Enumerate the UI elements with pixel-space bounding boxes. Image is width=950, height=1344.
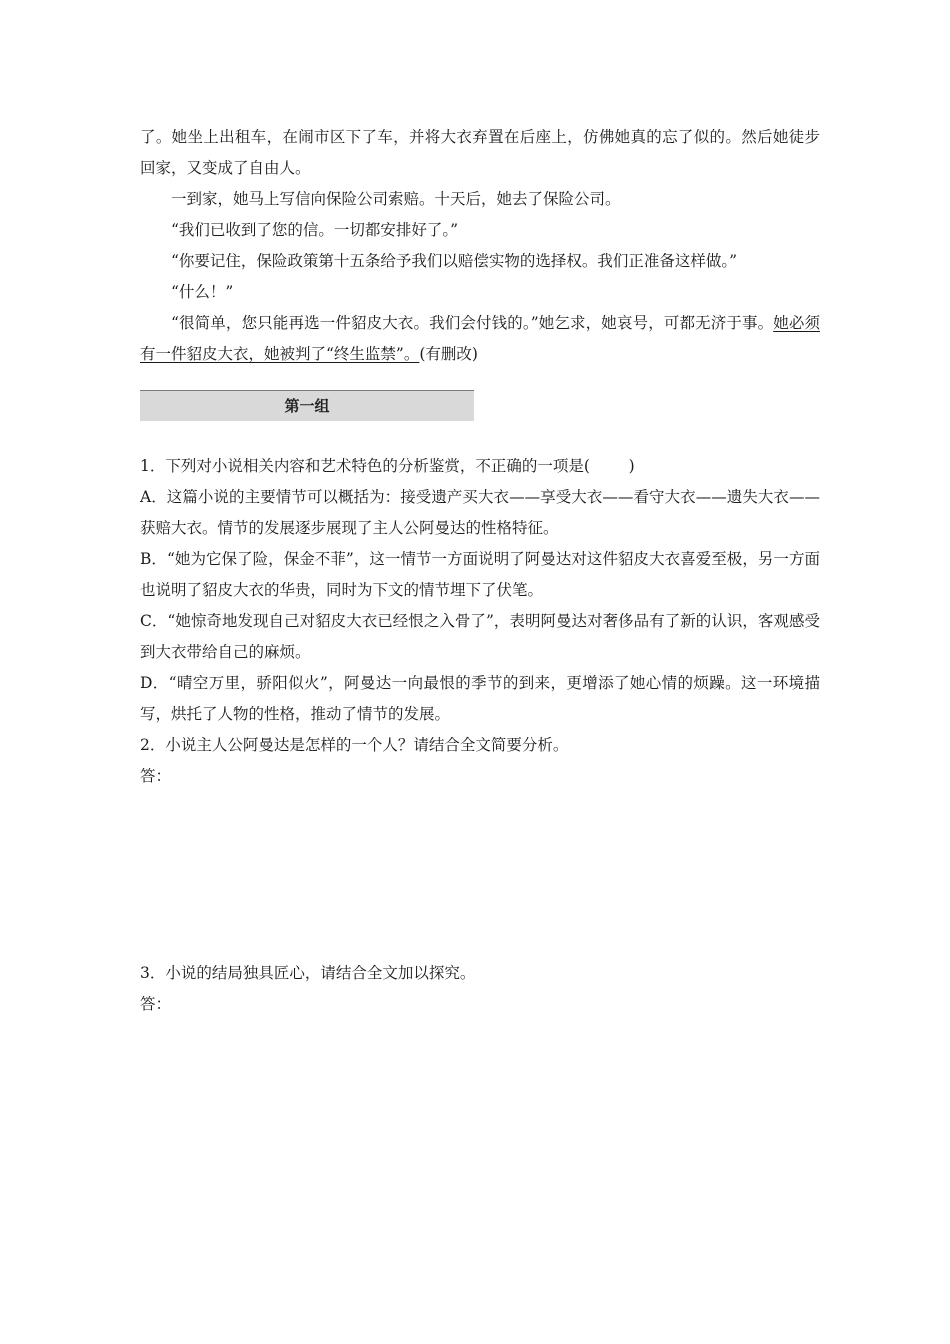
passage-paragraph-1: 了。她坐上出租车，在闹市区下了车，并将大衣弃置在后座上，仿佛她真的忘了似的。然后她徒步回家，又变成了自由人。 bbox=[140, 128, 820, 177]
passage-paragraph-5: “什么！” bbox=[171, 283, 234, 301]
passage-paragraph-2: 一到家，她马上写信向保险公司索赔。十天后，她去了保险公司。 bbox=[171, 190, 621, 208]
passage-paragraph-6-text: “很简单，您只能再选一件貂皮大衣。我们会付钱的。”她乞求，她哀号，可都无济于事。 bbox=[171, 314, 774, 332]
question-1-option-c: C．“她惊奇地发现自己对貂皮大衣已经恨之入骨了”，表明阿曼达对奢侈品有了新的认识，客观感受到大衣带给自己的麻烦。 bbox=[140, 612, 820, 661]
section-header: 第一组 bbox=[140, 390, 474, 421]
passage-paragraph-3: “我们已收到了您的信。一切都安排好了。” bbox=[171, 221, 459, 239]
question-1-close: ) bbox=[628, 457, 635, 475]
question-1-text: 1．下列对小说相关内容和艺术特色的分析鉴赏，不正确的一项是( bbox=[140, 457, 590, 475]
question-2-stem: 2．小说主人公阿曼达是怎样的一个人？请结合全文简要分析。 bbox=[140, 736, 569, 754]
question-1-option-b: B．“她为它保了险，保金不菲”，这一情节一方面说明了阿曼达对这件貂皮大衣喜爱至极，另一方面也说明了貂皮大衣的华贵，同时为下文的情节埋下了伏笔。 bbox=[140, 550, 820, 599]
question-2-answer-label: 答： bbox=[140, 767, 172, 785]
passage-edit-note: (有删改) bbox=[419, 345, 478, 363]
passage-paragraph-6 bbox=[140, 308, 820, 370]
question-1-option-d: D．“晴空万里，骄阳似火”，阿曼达一向最恨的季节的到来，更增添了她心情的烦躁。这一环境描写，烘托了人物的性格，推动了情节的发展。 bbox=[140, 674, 820, 723]
question-3-stem: 3．小说的结局独具匠心，请结合全文加以探究。 bbox=[140, 964, 476, 982]
question-1-option-a: A．这篇小说的主要情节可以概括为：接受遗产买大衣——享受大衣——看守大衣——遗失大衣——获赔大衣。情节的发展逐步展现了主人公阿曼达的性格特征。 bbox=[140, 488, 820, 537]
document-page bbox=[140, 122, 820, 1020]
question-3-answer-label: 答： bbox=[140, 995, 172, 1013]
questions-block bbox=[140, 451, 820, 1020]
passage-paragraph-4: “你要记住，保险政策第十五条给予我们以赔偿实物的选择权。我们正准备这样做。” bbox=[171, 252, 738, 270]
question-2-answer-space[interactable] bbox=[140, 792, 820, 958]
passage-underlined-sentence: 她必须有一件貂皮大衣，她被判了“终生监禁”。 bbox=[140, 314, 820, 363]
question-1-stem bbox=[140, 451, 820, 482]
